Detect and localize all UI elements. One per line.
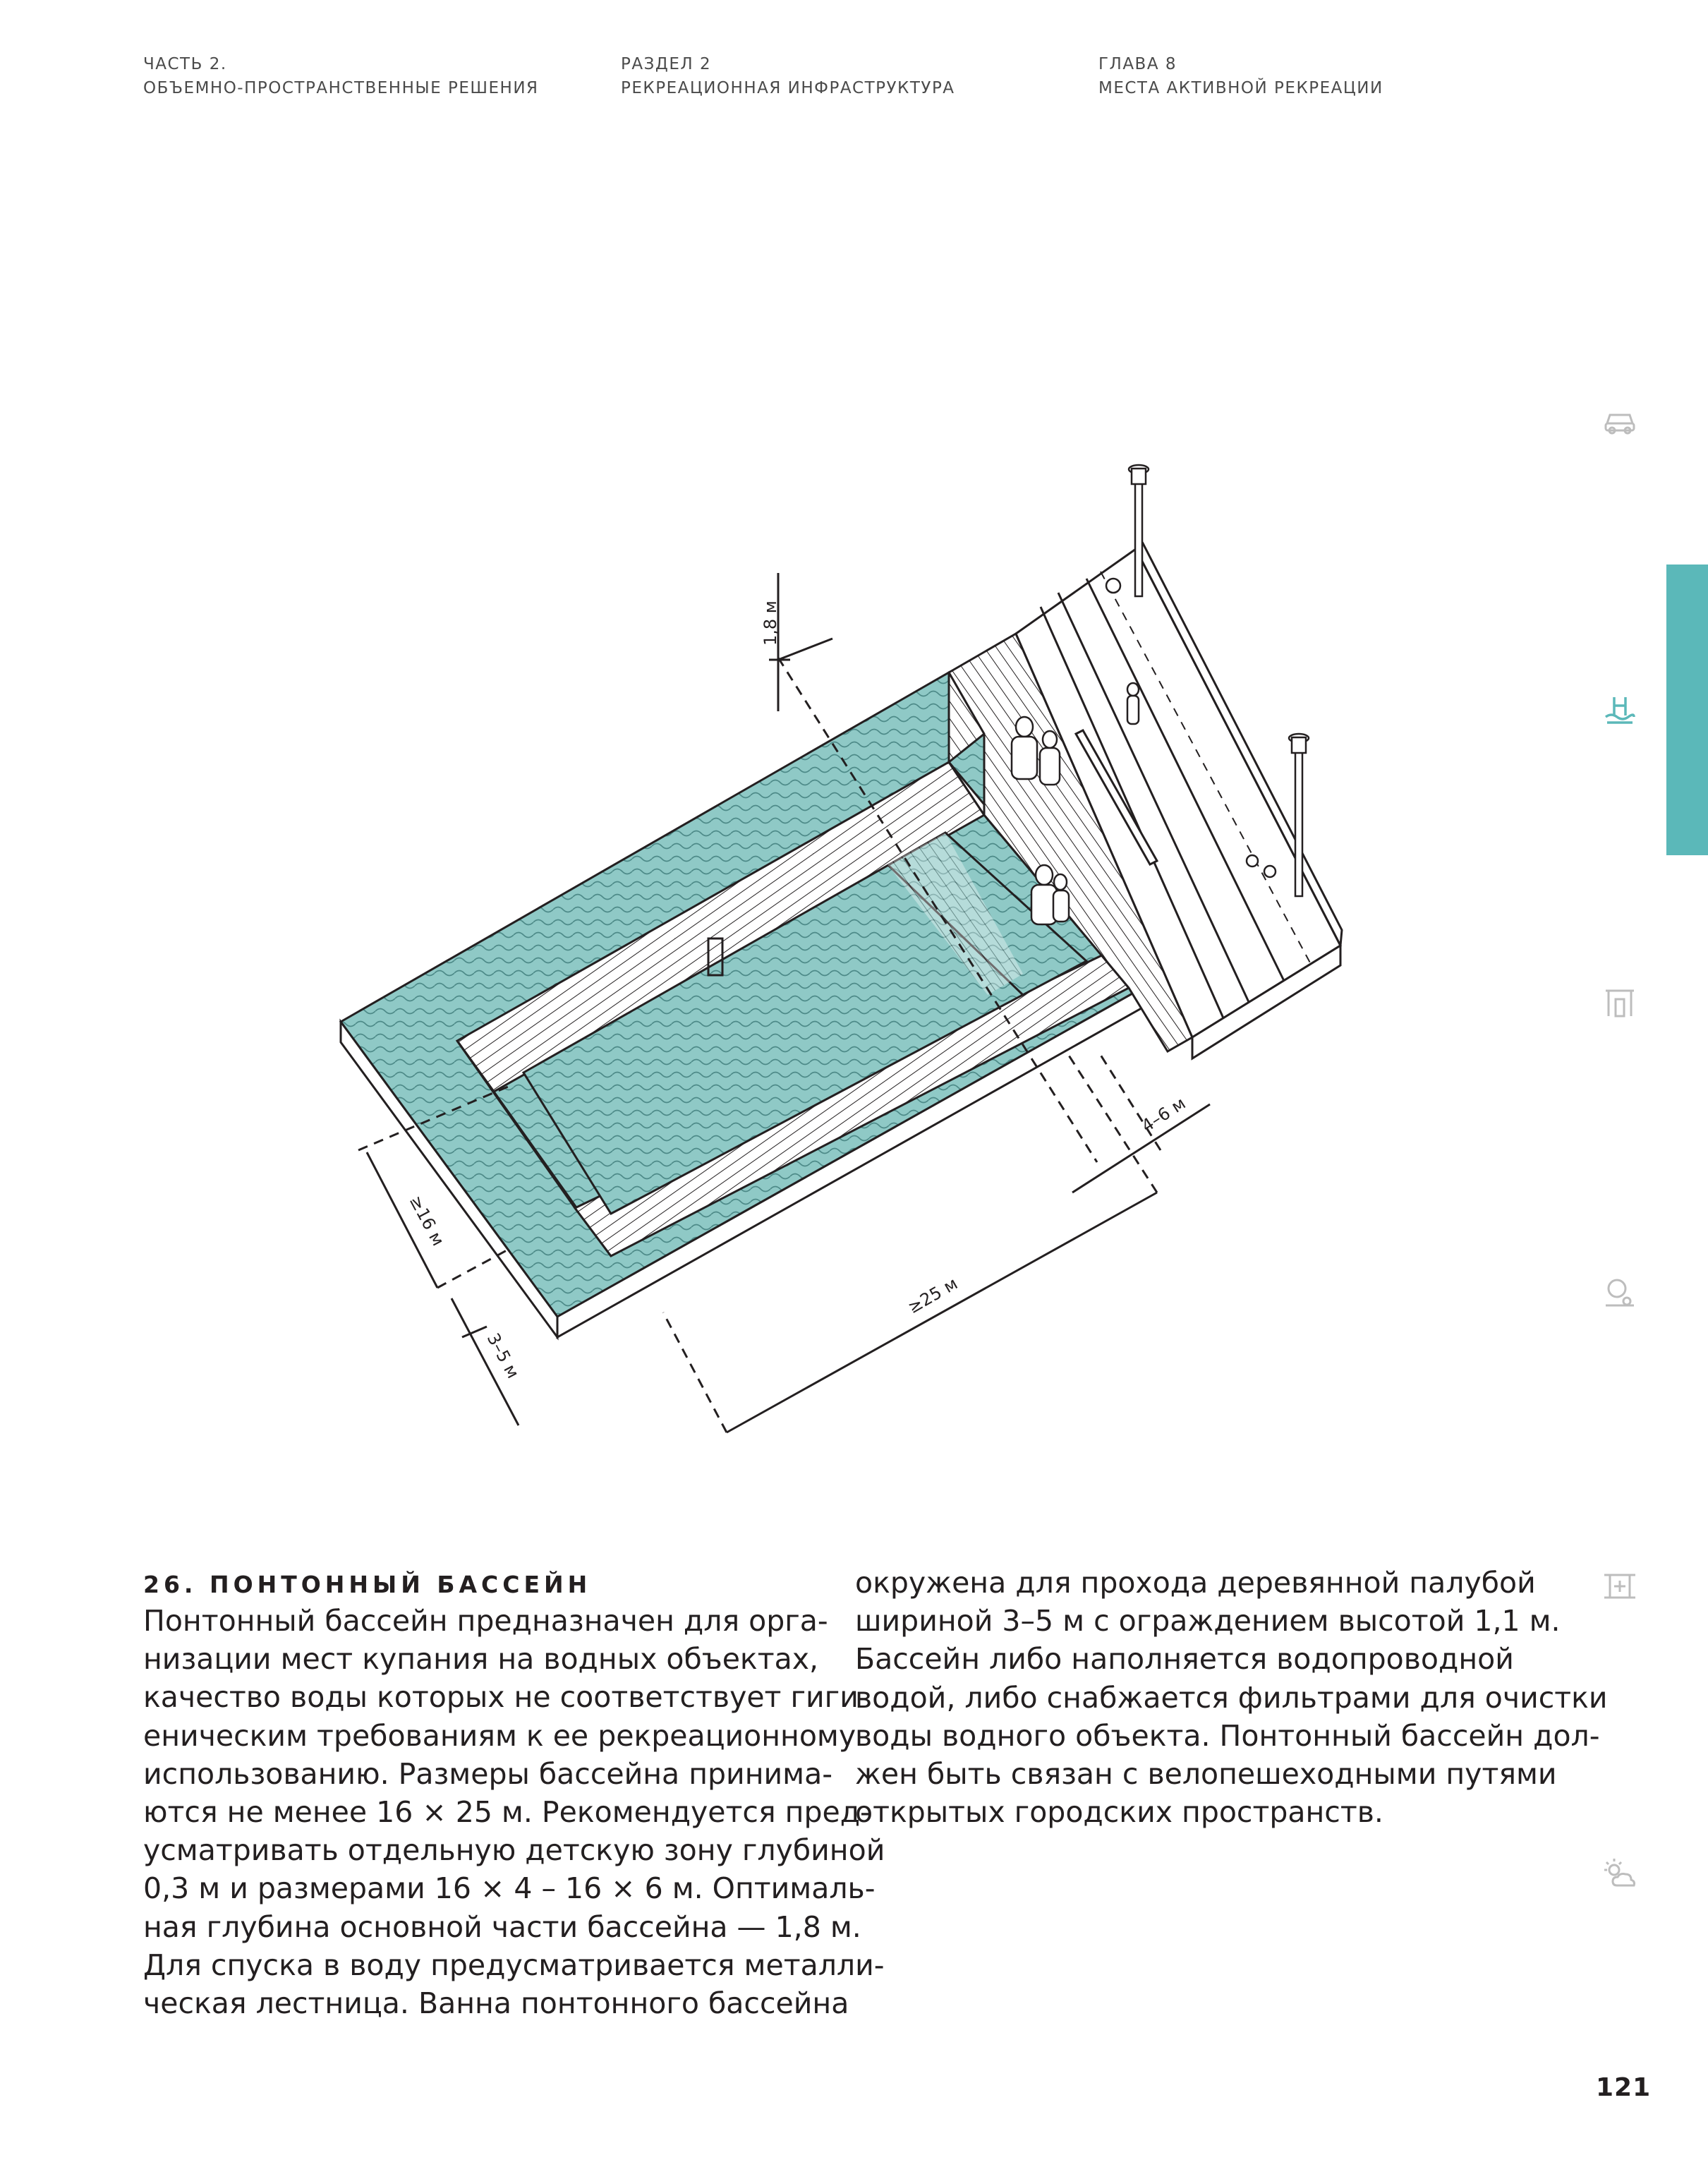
text-line: усматривать отдельную детскую зону глубиной: [143, 1833, 885, 1868]
header-section-number: РАЗДЕЛ 2: [621, 55, 712, 73]
header-chapter-number: ГЛАВА 8: [1098, 55, 1177, 73]
car-icon[interactable]: [1600, 399, 1640, 439]
page-number: 121: [1596, 2073, 1652, 2102]
text-line: ются не менее 16 × 25 м. Рекомендуется пред-: [143, 1795, 871, 1830]
building-icon[interactable]: [1600, 982, 1640, 1022]
header-chapter-title: МЕСТА АКТИВНОЙ РЕКРЕАЦИИ: [1098, 79, 1383, 97]
text-line: качество воды которых не соответствует гиги-: [143, 1680, 869, 1715]
header-part-title: ОБЪЕМНО-ПРОСТРАНСТВЕННЫЕ РЕШЕНИЯ: [143, 79, 539, 97]
text-line: жен быть связан с велопешеходными путями: [855, 1757, 1557, 1792]
text-line: Для спуска в воду предусматривается металли-: [143, 1948, 885, 1982]
label-deck: 3–5 м: [483, 1329, 523, 1382]
text-line: 0,3 м и размерами 16 × 4 – 16 × 6 м. Оптималь-: [143, 1871, 876, 1906]
text-line: Понтонный бассейн предназначен для орга-: [143, 1604, 828, 1638]
label-depth: 1,8 м: [761, 600, 780, 646]
active-tab-strip[interactable]: [1666, 565, 1708, 855]
article-title: 26. ПОНТОННЫЙ БАССЕЙН: [143, 1571, 592, 1598]
text-line: низации мест купания на водных объектах,: [143, 1642, 818, 1677]
text-line: ческая лестница. Ванна понтонного бассейна: [143, 1986, 849, 2021]
text-line: еническим требованиям к ее рекреационному: [143, 1718, 856, 1753]
weather-icon[interactable]: [1600, 1854, 1640, 1894]
article-column-1: [143, 1602, 885, 2022]
label-kids-zone: 4–6 м: [1138, 1093, 1189, 1137]
text-line: шириной 3–5 м с ограждением высотой 1,1 м.: [855, 1604, 1561, 1638]
text-line: открытых городских пространств.: [855, 1795, 1383, 1830]
label-width: ≥16 м: [405, 1192, 449, 1250]
text-line: водой, либо снабжается фильтрами для очистки: [855, 1680, 1608, 1715]
header-section-title: РЕКРЕАЦИОННАЯ ИНФРАСТРУКТУРА: [621, 79, 955, 97]
text-line: воды водного объекта. Понтонный бассейн дол-: [855, 1718, 1600, 1753]
text-line: использованию. Размеры бассейна принима-: [143, 1756, 832, 1791]
article-column-2: [855, 1564, 1608, 1831]
header-part-number: ЧАСТЬ 2.: [143, 55, 227, 73]
text-line: ная глубина основной части бассейна — 1,8 м.: [143, 1909, 861, 1944]
pool-ladder-icon[interactable]: [1600, 690, 1640, 730]
playground-icon[interactable]: [1600, 1273, 1640, 1312]
text-line: Бассейн либо наполняется водопроводной: [855, 1642, 1514, 1677]
text-line: окружена для прохода деревянной палубой: [855, 1566, 1536, 1600]
label-length: ≥25 м: [904, 1273, 962, 1318]
